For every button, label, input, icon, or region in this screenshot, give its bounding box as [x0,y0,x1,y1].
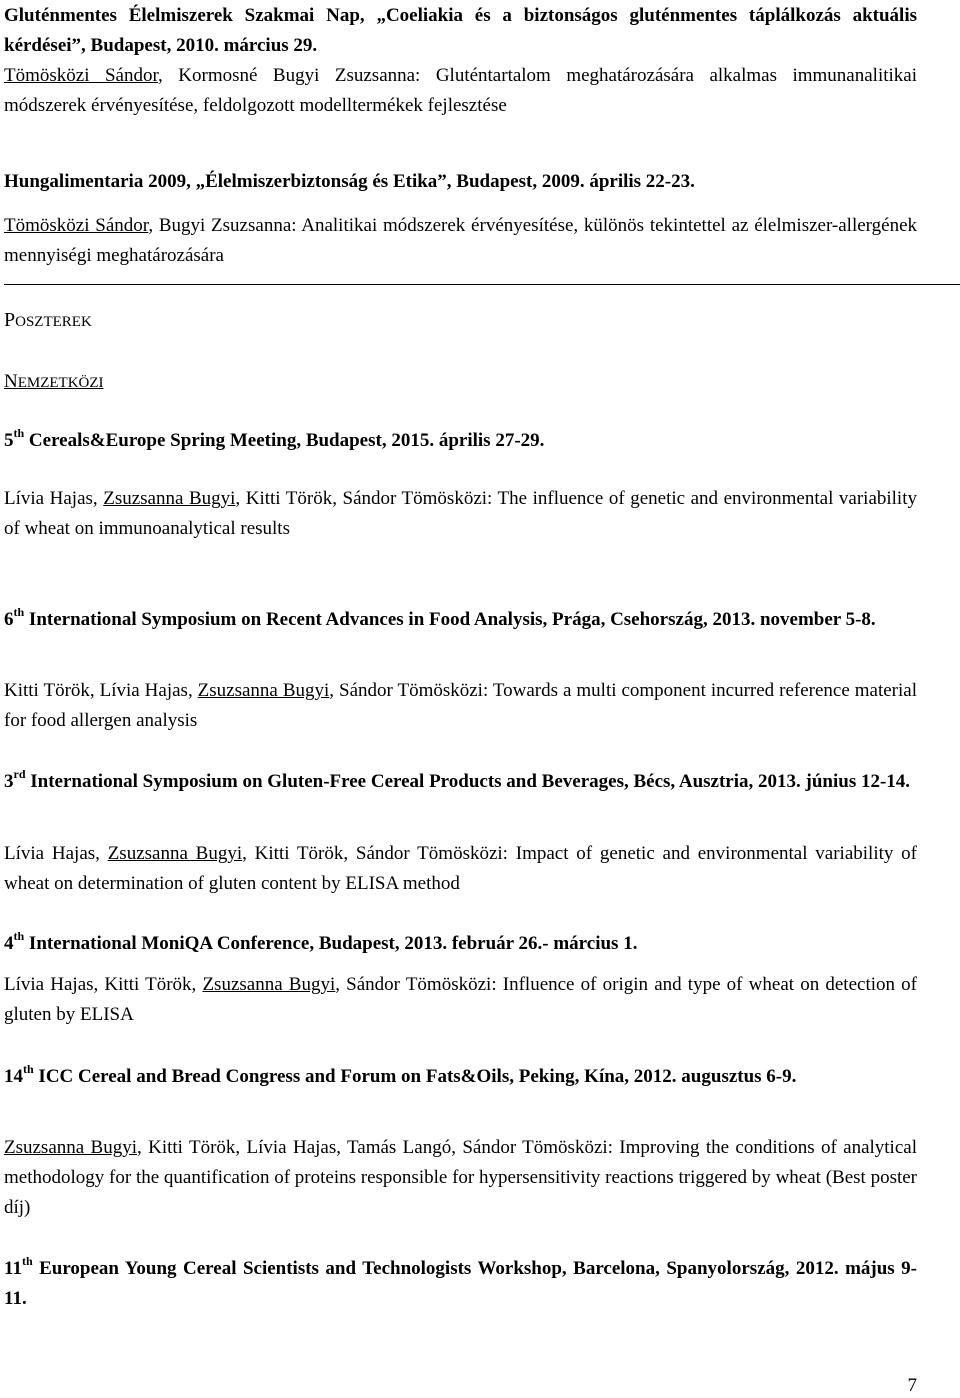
author-underlined: Tömösközi Sándor [4,65,159,86]
section-title: POSZTEREK [4,309,92,331]
poster-citation: Lívia Hajas, Zsuzsanna Bugyi, Kitti Török, Sándor Tömösközi: The influence of genetic and environmental variability of wheat on immunoanalytical results [4,488,917,539]
conference-heading: 6th International Symposium on Recent Advances in Food Analysis, Prága, Csehország, 2013. november 5-8. [4,604,876,630]
conference-heading: 3rd International Symposium on Gluten-Free Cereal Products and Beverages, Bécs, Ausztria, 2013. június 12-14. [4,766,911,792]
poster-citation: Zsuzsanna Bugyi, Kitti Török, Lívia Hajas, Tamás Langó, Sándor Tömösközi: Improving the conditions of analytical methodology for the quantification of proteins responsible for hypersensitivity reactions triggered by wheat (Best poster díj) [4,1137,917,1218]
poster-citation: Kitti Török, Lívia Hajas, Zsuzsanna Bugyi, Sándor Tömösközi: Towards a multi component incurred reference material for food allergen analysis [4,680,917,731]
conference-heading: 14th ICC Cereal and Bread Congress and Forum on Fats&Oils, Peking, Kína, 2012. augusztus 6-9. [4,1061,797,1087]
conference-heading: 11th European Young Cereal Scientists and Technologists Workshop, Barcelona, Spanyolország, 2012. május 9-11. [4,1253,917,1309]
author-underlined: Zsuzsanna Bugyi [202,974,336,995]
author-underlined: Zsuzsanna Bugyi [107,843,243,864]
poster-citation: Lívia Hajas, Kitti Török, Zsuzsanna Bugyi, Sándor Tömösközi: Influence of origin and type of wheat on detection of gluten by ELISA [4,974,917,1025]
section-divider [4,284,960,285]
conference-heading: 5th Cereals&Europe Spring Meeting, Budapest, 2015. április 27-29. [4,425,545,451]
author-underlined: Zsuzsanna Bugyi [103,488,236,509]
author-underlined: Tömösközi Sándor [4,215,149,236]
author-underlined: Zsuzsanna Bugyi [4,1137,138,1158]
conference-heading: Hungalimentaria 2009, „Élelmiszerbiztonság és Etika”, Budapest, 2009. április 22-23. [4,171,695,192]
presentation-citation: Tömösközi Sándor, Kormosné Bugyi Zsuzsanna: Gluténtartalom meghatározására alkalmas immunanalitikai módszerek érvényesítése, feldolgozott modelltermékek fejlesztése [4,65,917,116]
conference-heading: Gluténmentes Élelmiszerek Szakmai Nap, „Coeliakia és a biztonságos gluténmentes táplálkozás aktuális kérdései”, Budapest, 2010. március 29. [4,5,917,56]
presentation-citation: Tömösközi Sándor, Bugyi Zsuzsanna: Analitikai módszerek érvényesítése, különös tekintettel az élelmiszer-allergének mennyiségi meghatározására [4,215,918,266]
page-number: 7 [907,1375,917,1396]
author-underlined: Zsuzsanna Bugyi [197,680,330,701]
conference-heading: 4th International MoniQA Conference, Budapest, 2013. február 26.- március 1. [4,928,638,954]
section-subtitle: NEMZETKÖZI [4,371,104,392]
poster-citation: Lívia Hajas, Zsuzsanna Bugyi, Kitti Török, Sándor Tömösközi: Impact of genetic and environmental variability of wheat on determination of gluten content by ELISA method [4,843,917,894]
